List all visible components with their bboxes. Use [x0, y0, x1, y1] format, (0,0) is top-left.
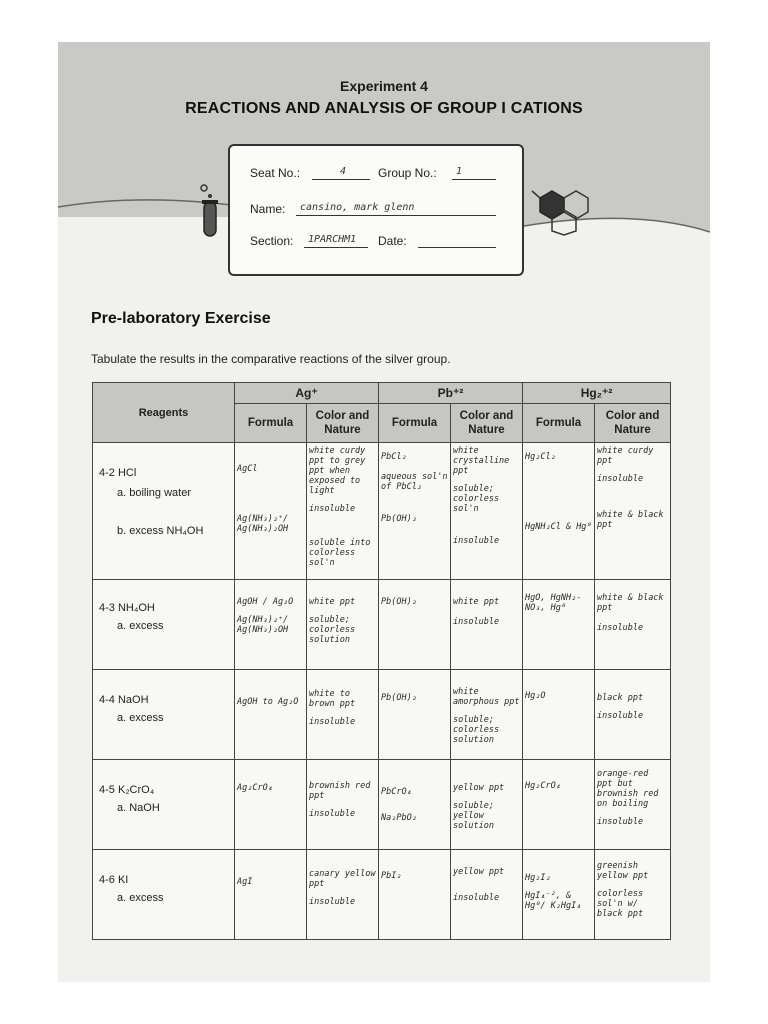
test-tube-icon [198, 182, 222, 242]
reagent-cell [93, 670, 235, 760]
handwritten-entry: soluble; colorless solution [453, 715, 500, 745]
handwritten-entry: Pb(OH)₂ [381, 597, 417, 607]
color-nature-header: Color and Nature [595, 404, 671, 443]
handwritten-entry: insoluble [309, 504, 356, 514]
group-label: Group No.: [378, 166, 437, 180]
ag-formula-cell [235, 850, 307, 940]
comparative-reactions-table [92, 382, 671, 940]
handwritten-entry: white ppt [309, 597, 356, 607]
handwritten-entry: white amorphous ppt [453, 687, 520, 707]
section-title: Pre-laboratory Exercise [91, 310, 271, 327]
reagent-name: 4-3 NH₄OH [99, 602, 155, 614]
reagent-cell [93, 850, 235, 940]
ag-formula-cell [235, 760, 307, 850]
handwritten-entry: HgO, HgNH₂-NO₃, Hg⁰ [525, 593, 582, 613]
table-row [93, 760, 671, 850]
worksheet-page [58, 42, 710, 982]
pb-color-cell [451, 670, 523, 760]
handwritten-entry: insoluble [309, 717, 356, 727]
handwritten-entry: Hg₂O [525, 691, 546, 701]
molecule-icon [528, 177, 598, 237]
hg-color-cell [595, 850, 671, 940]
name-field[interactable]: cansino, mark glenn [296, 200, 496, 216]
handwritten-entry: soluble; colorless solution [309, 615, 356, 645]
table-row [93, 850, 671, 940]
handwritten-entry: white to brown ppt [309, 689, 356, 709]
handwritten-entry: insoluble [597, 623, 644, 633]
metal-header-pb: Pb⁺² [379, 383, 523, 404]
pb-formula-cell [379, 443, 451, 580]
handwritten-entry: insoluble [597, 711, 644, 721]
reagent-name: 4-2 HCl [99, 467, 137, 479]
table-row [93, 443, 671, 580]
ag-formula-cell [235, 670, 307, 760]
handwritten-entry: insoluble [597, 474, 644, 484]
handwritten-entry: insoluble [453, 893, 500, 903]
handwritten-entry: white & black ppt [597, 510, 664, 530]
handwritten-entry: orange-red ppt but brownish red on boiling [597, 769, 659, 809]
reagent-sub: a. excess [117, 712, 164, 724]
ag-color-cell [307, 443, 379, 580]
handwritten-entry: PbCl₂ [381, 452, 407, 462]
ag-color-cell [307, 760, 379, 850]
handwritten-entry: Hg₂CrO₄ [525, 781, 561, 791]
hg-formula-cell [523, 443, 595, 580]
handwritten-entry: AgOH to Ag₂O [237, 697, 299, 707]
handwritten-entry: soluble into colorless sol'n [309, 538, 371, 568]
section-label: Section: [250, 234, 294, 248]
date-label: Date: [378, 234, 407, 248]
handwritten-entry: Ag(NH₃)₂⁺/ Ag(NH₃)₂OH [237, 514, 289, 534]
handwritten-entry: HgNH₂Cl & Hg⁰ [525, 522, 592, 532]
hg-color-cell [595, 760, 671, 850]
handwritten-entry: greenish yellow ppt [597, 861, 649, 881]
handwritten-entry: PbCrO₄ [381, 787, 412, 797]
pb-color-cell [451, 443, 523, 580]
reagent-name: 4-5 K₂CrO₄ [99, 784, 155, 796]
ag-color-cell [307, 580, 379, 670]
student-info-card [228, 144, 524, 276]
color-nature-header: Color and Nature [451, 404, 523, 443]
hg-color-cell [595, 580, 671, 670]
color-nature-header: Color and Nature [307, 404, 379, 443]
seat-label: Seat No.: [250, 166, 301, 180]
handwritten-entry: Ag₂CrO₄ [237, 783, 273, 793]
hg-formula-cell [523, 850, 595, 940]
pb-formula-cell [379, 760, 451, 850]
section-field[interactable]: 1PARCHM1 [304, 232, 368, 248]
reagent-cell [93, 580, 235, 670]
group-field[interactable]: 1 [452, 164, 496, 180]
handwritten-entry: AgOH / Ag₂O [237, 597, 294, 607]
handwritten-entry: white ppt [453, 597, 500, 607]
handwritten-entry: yellow ppt [453, 867, 505, 877]
handwritten-entry: white & black ppt [597, 593, 664, 613]
metal-header-ag: Ag⁺ [235, 383, 379, 404]
handwritten-entry: Ag(NH₃)₂⁺/ Ag(NH₃)₂OH [237, 615, 289, 635]
reagent-name: 4-4 NaOH [99, 694, 149, 706]
handwritten-entry: HgI₄⁻², & Hg⁰/ K₂HgI₄ [525, 891, 582, 911]
handwritten-entry: white crystalline ppt [453, 446, 510, 476]
reagent-sub: a. excess [117, 892, 164, 904]
formula-header: Formula [235, 404, 307, 443]
metal-header-hg: Hg₂⁺² [523, 383, 671, 404]
pb-formula-cell [379, 580, 451, 670]
handwritten-entry: AgCl [237, 464, 258, 474]
reagent-name: 4-6 KI [99, 874, 129, 886]
handwritten-entry: insoluble [453, 617, 500, 627]
hg-formula-cell [523, 670, 595, 760]
table-row [93, 670, 671, 760]
handwritten-entry: colorless sol'n w/ black ppt [597, 889, 644, 919]
hg-color-cell [595, 443, 671, 580]
name-label: Name: [250, 202, 286, 216]
handwritten-entry: Pb(OH)₂ [381, 514, 417, 524]
instructions-text: Tabulate the results in the comparative reactions of the silver group. [91, 352, 451, 366]
reagent-cell [93, 443, 235, 580]
hg-formula-cell [523, 580, 595, 670]
pb-color-cell [451, 580, 523, 670]
handwritten-entry: insoluble [597, 817, 644, 827]
hg-formula-cell [523, 760, 595, 850]
handwritten-entry: PbI₂ [381, 871, 402, 881]
handwritten-entry: Hg₂I₂ [525, 873, 551, 883]
ag-color-cell [307, 670, 379, 760]
pb-color-cell [451, 850, 523, 940]
reagent-sub: a. NaOH [117, 802, 160, 814]
hg-color-cell [595, 670, 671, 760]
date-field[interactable] [418, 232, 496, 248]
handwritten-entry: yellow ppt [453, 783, 505, 793]
handwritten-entry: brownish red ppt [309, 781, 371, 801]
formula-header: Formula [379, 404, 451, 443]
reagent-sub: a. boiling water [117, 487, 191, 499]
handwritten-entry: insoluble [453, 536, 500, 546]
handwritten-entry: white curdy ppt to grey ppt when exposed to light [309, 446, 366, 496]
handwritten-entry: aqueous sol'n of PbCl₂ [381, 472, 448, 492]
pb-formula-cell [379, 850, 451, 940]
handwritten-entry: soluble; colorless sol'n [453, 484, 500, 514]
handwritten-entry: black ppt [597, 693, 644, 703]
handwritten-entry: insoluble [309, 897, 356, 907]
handwritten-entry: white curdy ppt [597, 446, 654, 466]
formula-header: Formula [523, 404, 595, 443]
pb-color-cell [451, 760, 523, 850]
handwritten-entry: AgI [237, 877, 253, 887]
handwritten-entry: Pb(OH)₂ [381, 693, 417, 703]
pb-formula-cell [379, 670, 451, 760]
experiment-title: REACTIONS AND ANALYSIS OF GROUP I CATIONS [185, 100, 583, 117]
reagent-sub: b. excess NH₄OH [117, 525, 204, 537]
reagents-header: Reagents [93, 383, 235, 443]
table-row [93, 580, 671, 670]
handwritten-entry: Na₂PbO₂ [381, 813, 417, 823]
handwritten-entry: insoluble [309, 809, 356, 819]
ag-formula-cell [235, 443, 307, 580]
ag-formula-cell [235, 580, 307, 670]
ag-color-cell [307, 850, 379, 940]
reagent-cell [93, 760, 235, 850]
handwritten-entry: canary yellow ppt [309, 869, 376, 889]
seat-field[interactable]: 4 [312, 164, 370, 180]
reagent-sub: a. excess [117, 620, 164, 632]
experiment-number: Experiment 4 [340, 78, 428, 94]
handwritten-entry: soluble; yellow solution [453, 801, 494, 831]
handwritten-entry: Hg₂Cl₂ [525, 452, 556, 462]
